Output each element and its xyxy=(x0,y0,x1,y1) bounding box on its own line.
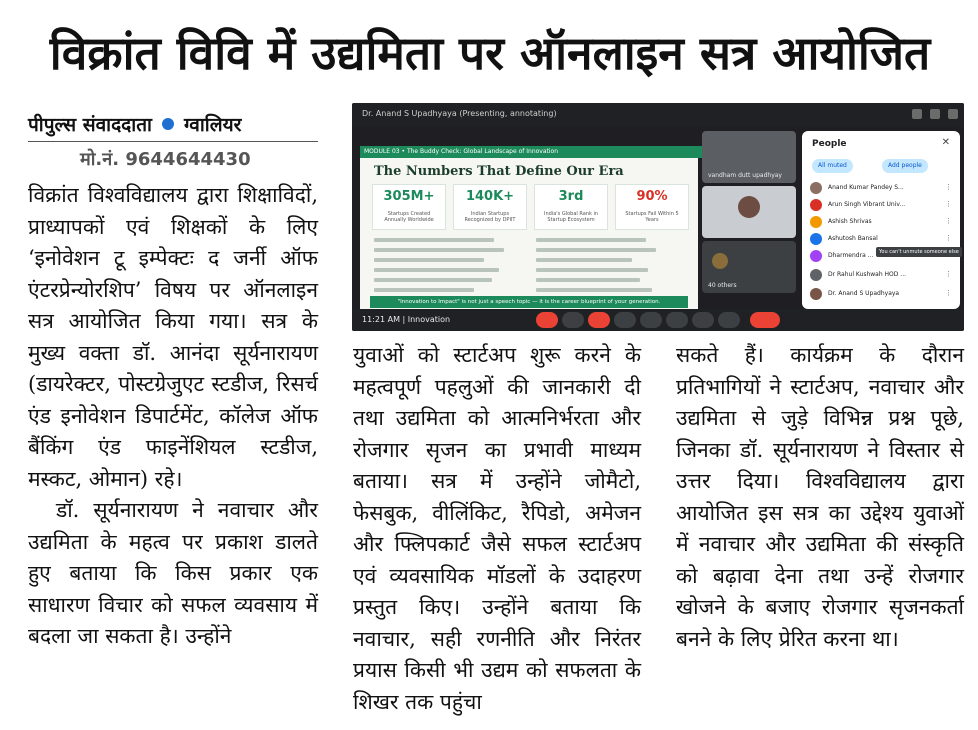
camera-off-button[interactable] xyxy=(588,312,610,328)
stat-value: 305M+ xyxy=(383,189,435,204)
participant-row-name: Anand Kumar Pandey S... xyxy=(828,184,904,191)
participant-row-name: Dr Rahul Kushwah HOD ... xyxy=(828,271,907,278)
slide-bullet-line xyxy=(536,258,632,262)
participant-row[interactable] xyxy=(810,198,954,212)
participant-row-name: Arun Singh Vibrant Univ... xyxy=(828,201,906,208)
participant-avatar xyxy=(810,233,822,245)
info-icon[interactable] xyxy=(874,312,890,328)
slide-bullet-line xyxy=(374,278,492,282)
more-options-icon[interactable]: ⋮ xyxy=(945,270,952,278)
byline-rule xyxy=(28,141,318,142)
stat-value: 140K+ xyxy=(465,189,515,204)
participant-row[interactable] xyxy=(810,232,954,246)
participant-tile xyxy=(702,241,796,293)
mic-off-button[interactable] xyxy=(536,312,558,328)
activities-icon[interactable] xyxy=(940,312,956,328)
meeting-screenshot xyxy=(352,103,964,331)
present-button[interactable] xyxy=(666,312,688,328)
participant-tile xyxy=(702,131,796,183)
close-icon[interactable]: ✕ xyxy=(941,137,950,148)
participant-row[interactable] xyxy=(810,249,959,263)
participant-row-name: Ashish Shrivas xyxy=(828,218,872,225)
article-column-3 xyxy=(676,340,964,725)
presentation-slide xyxy=(360,146,698,314)
phone-number: मो.नं. 9644644430 xyxy=(80,149,251,170)
participant-name: vandham dutt upadhyay xyxy=(708,172,782,179)
participant-row-name: Ashutosh Bansal xyxy=(828,235,878,242)
chat-icon[interactable] xyxy=(896,312,912,328)
participant-name: 40 others xyxy=(708,282,737,289)
slide-bullet-line xyxy=(374,268,499,272)
stat-value: 3rd xyxy=(558,189,584,204)
presenter-label: Dr. Anand S Upadhyaya (Presenting, annotating) xyxy=(362,109,557,118)
slide-module-strip: MODULE 03 • The Buddy Check: Global Landscape of Innovation xyxy=(360,146,702,158)
more-options-button[interactable] xyxy=(718,312,740,328)
slide-bullet-line xyxy=(536,278,640,282)
participant-row-name: Dharmendra ... xyxy=(828,252,874,259)
emoji-button[interactable] xyxy=(640,312,662,328)
participant-avatar xyxy=(810,216,822,228)
stat-label: Startups Created Annually Worldwide xyxy=(384,211,434,223)
city-name: ग्वालियर xyxy=(183,114,242,136)
reporter-name: पीपुल्स संवाददाता xyxy=(28,114,152,136)
stat-card xyxy=(453,184,527,230)
mic-icon-button[interactable] xyxy=(562,312,584,328)
article-paragraph: सकते हैं। कार्यक्रम के दौरान प्रतिभागियों ने स्टार्टअप, नवाचार और उद्यमिता से जुड़े विभिन्न प्रश्न पूछे, जिनका डॉ. सूर्यनारायण ने विस्तार से उत्तर दिया। विश्वविद्यालय द्वारा आयोजित इस सत्र का उद्देश्य युवाओं में नवाचार और उद्यमिता की संस्कृति को बढ़ावा देना तथा उन्हें रोजगार खोजने के बजाए रोजगार सृजनकर्ता बनने के लिए प्रेरित करना था। xyxy=(676,343,964,651)
meeting-top-bar xyxy=(352,103,964,127)
article-column-1 xyxy=(28,180,318,725)
article-paragraph: युवाओं को स्टार्टअप शुरू करने के महत्वपूर्ण पहलुओं की जानकारी दी तथा उद्यमिता को आत्मनिर्भरता और रोजगार सृजन का प्रभावी माध्यम बताया। सत्र में उन्होंने जोमैटो, फेसबुक, वीलिंकिट, रैपिडो, अमेजन और फ्लिपकार्ट जैसे सफल स्टार्टअप एवं व्यवसायिक मॉडलों के उदाहरण प्रस्तुत किए। उन्होंने बताया कि नवाचार, सही रणनीति और निरंतर प्रयास किसी भी उद्यम को सफलता के शिखर तक पहुंचा xyxy=(353,343,641,714)
annotate-icon xyxy=(930,109,940,119)
participant-row[interactable] xyxy=(810,181,954,195)
participant-row[interactable] xyxy=(810,215,954,229)
tooltip: You can't unmute someone else xyxy=(876,247,962,257)
more-options-icon[interactable]: ⋮ xyxy=(945,183,952,191)
participant-avatar xyxy=(810,269,822,281)
stat-label: Indian Startups Recognized by DPIIT xyxy=(464,211,516,223)
slide-title: The Numbers That Define Our Era xyxy=(374,164,624,179)
stat-value: 90% xyxy=(636,189,668,204)
headline: विक्रांत विवि में उद्यमिता पर ऑनलाइन सत्र आयोजित xyxy=(49,26,931,80)
slide-bullet-line xyxy=(374,288,474,292)
participant-row[interactable] xyxy=(810,287,954,301)
participant-tile xyxy=(702,186,796,238)
people-icon[interactable] xyxy=(918,312,934,328)
participant-row[interactable] xyxy=(810,268,954,282)
slide-bullet-line xyxy=(374,258,484,262)
meeting-time-label: 11:21 AM | Innovation xyxy=(362,315,451,324)
all-muted-button[interactable]: All muted xyxy=(812,159,853,173)
meeting-control-bar xyxy=(352,309,964,331)
participant-avatar xyxy=(712,253,728,269)
byline xyxy=(28,110,318,138)
window-icon xyxy=(912,109,922,119)
article-paragraph: डॉ. सूर्यनारायण ने नवाचार और उद्यमिता के महत्व पर प्रकाश डालते हुए बताया कि किस प्रकार एक साधारण विचार को सफल व्यवसाय में बदला जा सकता है। उन्होंने xyxy=(28,498,318,648)
more-options-icon[interactable]: ⋮ xyxy=(945,289,952,297)
slide-bullet-line xyxy=(374,238,494,242)
more-icon xyxy=(948,109,958,119)
bullet-dot-icon xyxy=(162,118,174,130)
slide-bullet-line xyxy=(536,268,648,272)
end-call-button[interactable] xyxy=(750,312,780,328)
article-column-2 xyxy=(353,340,641,725)
stat-card xyxy=(372,184,446,230)
slide-footer-quote: "Innovation to Impact" is not just a speech topic — it is the career blueprint of your generation. xyxy=(370,296,688,308)
participant-row-name: Dr. Anand S Upadhyaya xyxy=(828,290,900,297)
article-paragraph: विक्रांत विश्वविद्यालय द्वारा शिक्षाविदों, प्राध्यापकों एवं शिक्षकों के लिए ‘इनोवेशन टू इम्पेक्टः द जर्नी ऑफ एंटरप्रेन्योरशिप’ विषय पर ऑनलाइन सत्र आयोजित किया गया। सत्र के मुख्य वक्ता डॉ. आनंदा सूर्यनारायण (डायरेक्टर, पोस्टग्रेजुएट स्टडीज, रिसर्च एंड इनोवेशन डिपार्टमेंट, कॉलेज ऑफ बैंकिंग एंड फाइनेंशियल स्टडीज, मस्कट, ओमान) रहे। xyxy=(28,183,318,491)
add-people-button[interactable]: Add people xyxy=(882,159,928,173)
more-options-icon[interactable]: ⋮ xyxy=(945,234,952,242)
stat-label: India's Global Rank in Startup Ecosystem xyxy=(543,211,599,223)
participant-avatar xyxy=(810,182,822,194)
more-options-icon[interactable]: ⋮ xyxy=(945,217,952,225)
raise-hand-button[interactable] xyxy=(692,312,714,328)
people-panel xyxy=(802,131,960,309)
stat-card xyxy=(615,184,689,230)
slide-bullet-line xyxy=(536,248,656,252)
captions-button[interactable] xyxy=(614,312,636,328)
people-header: People xyxy=(812,139,847,149)
slide-bullet-line xyxy=(536,288,652,292)
participant-avatar xyxy=(810,250,822,262)
participant-avatar xyxy=(810,199,822,211)
participant-avatar xyxy=(738,196,760,218)
slide-bullet-line xyxy=(536,238,646,242)
participant-avatar xyxy=(810,288,822,300)
stat-label: Startups Fail Within 5 Years xyxy=(625,211,679,223)
more-options-icon[interactable]: ⋮ xyxy=(945,200,952,208)
slide-bullet-line xyxy=(374,248,504,252)
stat-card xyxy=(534,184,608,230)
